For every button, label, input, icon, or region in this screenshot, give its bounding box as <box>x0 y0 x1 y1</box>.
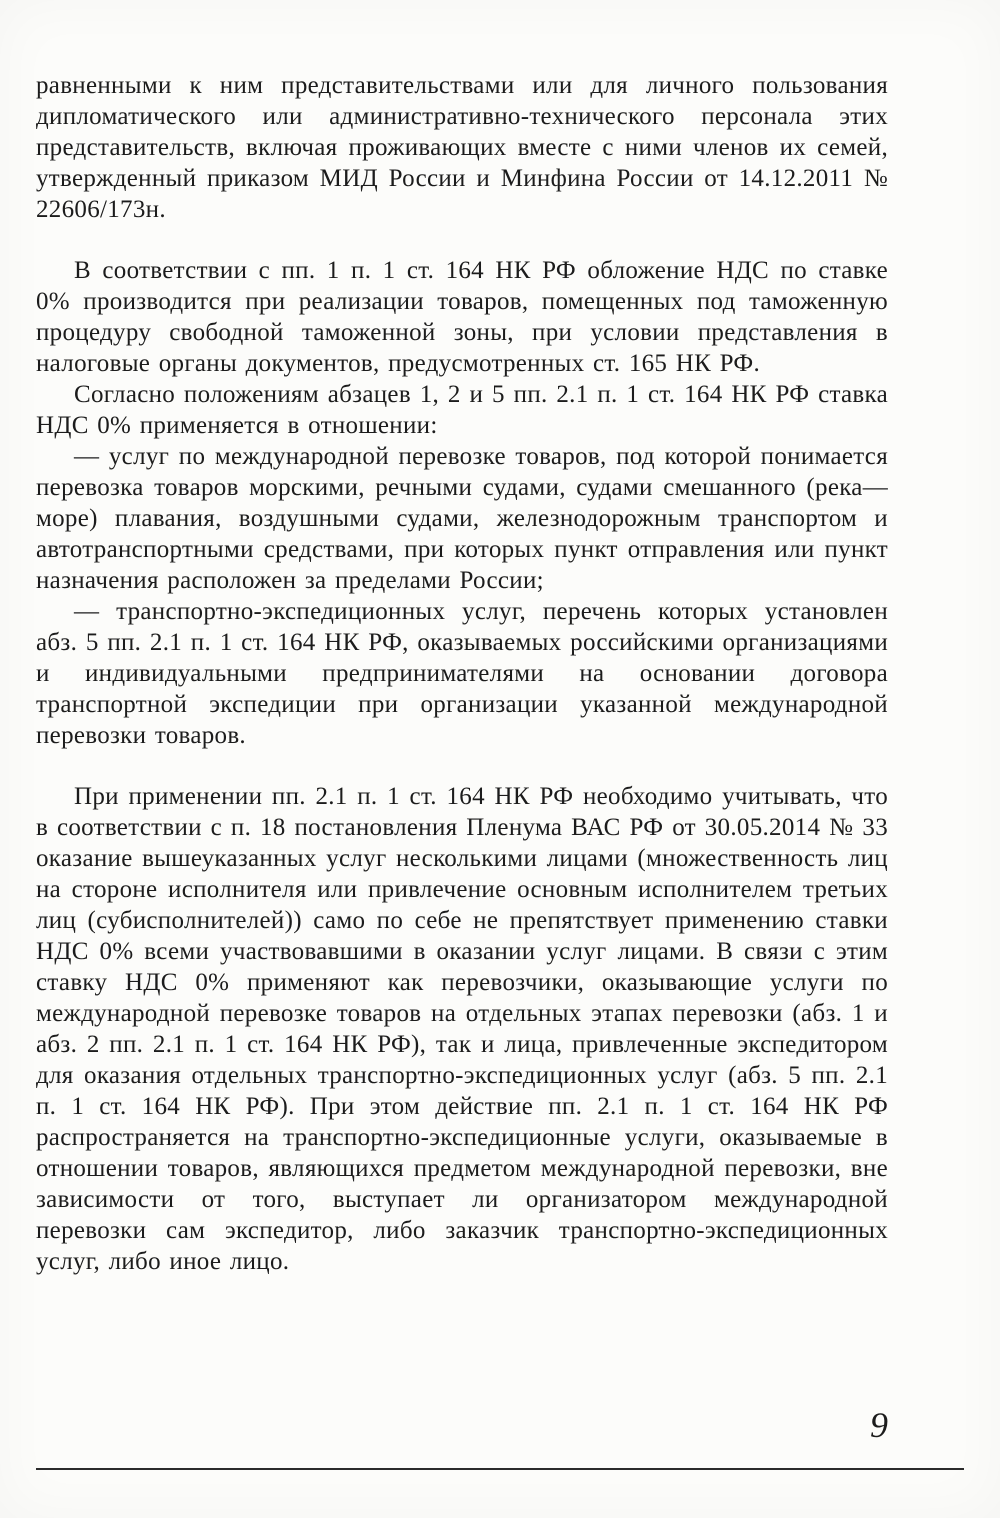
paragraph-plenum-vas-explanation: При применении пп. 2.1 п. 1 ст. 164 НК РФ необходимо учитывать, что в соответствии с п. 18 постановления Пленума ВАС РФ от 30.05.2014 № 33 оказание вышеуказанных услуг несколькими лицами (множественность лиц на стороне исполнителя или привлечение основным исполнителем третьих лиц (субисполнителей)) само по себе не препятствует применению ставки НДС 0% всеми участвовавшими в оказании услуг лицами. В связи с этим ставку НДС 0% применяют как перевозчики, оказывающие услуги по международной перевозке товаров на отдельных этапах перевозки (абз. 1 и абз. 2 пп. 2.1 п. 1 ст. 164 НК РФ), так и лица, привлеченные экспедитором для оказания отдельных транспортно-экспедиционных услуг (абз. 5 пп. 2.1 п. 1 ст. 164 НК РФ). При этом действие пп. 2.1 п. 1 ст. 164 НК РФ распространяется на транспортно-экспедиционные услуги, оказываемые в отношении товаров, являющихся предметом международной перевозки, вне зависимости от того, выступает ли организатором международной перевозки сам экспедитор, либо заказчик транспортно-экспедиционных услуг, либо иное лицо. <box>36 783 888 1275</box>
footer-rule <box>36 1468 964 1470</box>
paragraph-continuation: равненными к ним представительствами или для личного пользования дипломатического или административно-технического персонала этих представительств, включая проживающих вместе с ними членов их семей, утвержденный приказом МИД России и Минфина России от 14.12.2011 № 22606/173н. <box>36 72 888 223</box>
paragraph-article-164-intro: Согласно положениям абзацев 1, 2 и 5 пп. 2.1 п. 1 ст. 164 НК РФ ставка НДС 0% применяется в отношении: <box>36 381 888 439</box>
text-block <box>36 70 888 1277</box>
page-number: 9 <box>870 1405 888 1445</box>
list-item-forwarding-services: — транспортно-экспедиционных услуг, перечень которых установлен абз. 5 пп. 2.1 п. 1 ст. 164 НК РФ, оказываемых российскими организациями и индивидуальными предпринимателями на основании договора транспортной экспедиции при организации указанной международной перевозки товаров. <box>36 598 888 749</box>
list-item-international-transport: — услуг по международной перевозке товаров, под которой понимается перевозка товаров морскими, речными судами, судами смешанного (река—море) плавания, воздушными судами, железнодорожным транспортом и автотранспортными средствами, при которых пункт отправления или пункт назначения расположен за пределами России; <box>36 443 888 594</box>
paragraph-vat-zero-rate: В соответствии с пп. 1 п. 1 ст. 164 НК РФ обложение НДС по ставке 0% производится при реализации товаров, помещенных под таможенную процедуру свободной таможенной зоны, при условии представления в налоговые органы документов, предусмотренных ст. 165 НК РФ. <box>36 257 888 377</box>
